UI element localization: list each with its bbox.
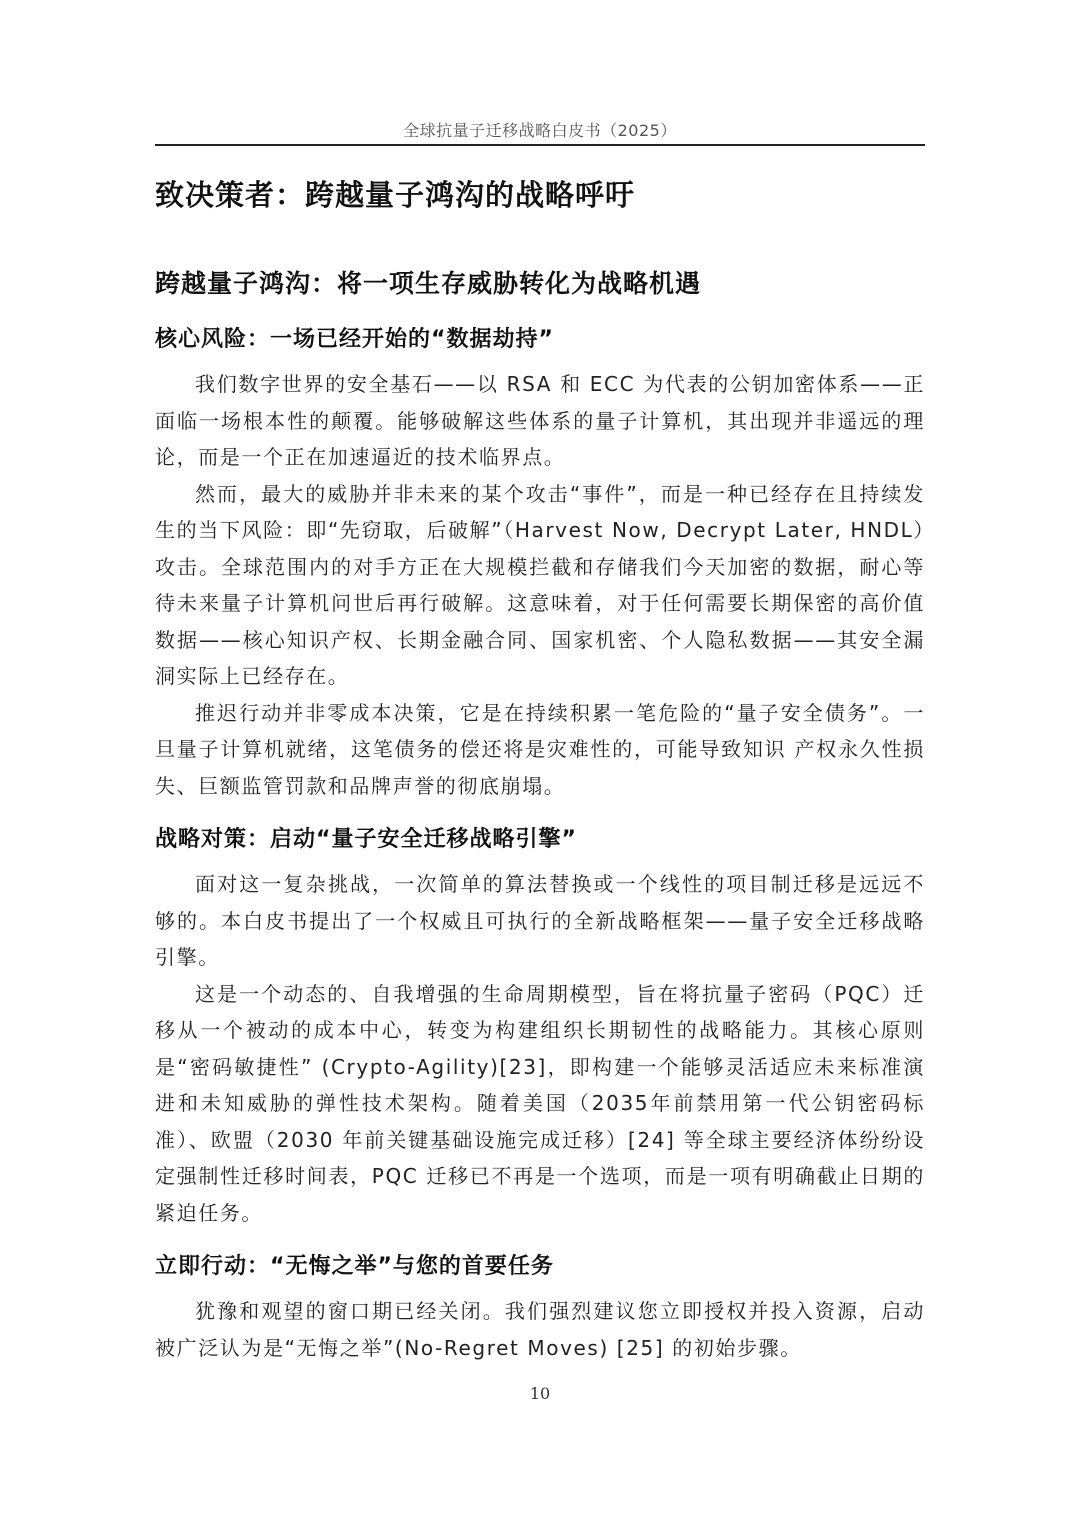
subsection-heading-core-risk: 核心风险：一场已经开始的“数据劫持”	[155, 327, 554, 352]
running-header: 全球抗量子迁移战略白皮书（2025）	[403, 121, 677, 140]
paragraph: 犹豫和观望的窗口期已经关闭。我们强烈建议您立即授权并投入资源，启动被广泛认为是“无悔之举”(No-Regret Moves) [25] 的初始步骤。	[155, 1299, 925, 1360]
page-title: 致决策者：跨越量子鸿沟的战略呼吁	[155, 178, 636, 212]
paragraph: 我们数字世界的安全基石——以 RSA 和 ECC 为代表的公钥加密体系——正面临一场根本性的颠覆。能够破解这些体系的量子计算机，其出现并非遥远的理论，而是一个正在加速逼近的技术临界点。	[155, 372, 925, 469]
subsection-heading-action: 立即行动：“无悔之举”与您的首要任务	[155, 1254, 554, 1279]
paragraph: 这是一个动态的、自我增强的生命周期模型，旨在将抗量子密码（PQC）迁移从一个被动的成本中心，转变为构建组织长期韧性的战略能力。其核心原则是“密码敏捷性” (Crypto-Agility)[23]，即构建一个能够灵活适应未来标准演进和未知威胁的弹性技术架构。随着美国（2035年前禁用第一代公钥密码标准）、欧盟（2030 年前关键基础设施完成迁移）[24] 等全球主要经济体纷纷设定强制性迁移时间表，PQC 迁移已不再是一个选项，而是一项有明确截止日期的紧迫任务。	[155, 981, 925, 1225]
paragraph: 推迟行动并非零成本决策，它是在持续积累一笔危险的“量子安全债务”。一旦量子计算机就绪，这笔债务的偿还将是灾难性的，可能导致知识 产权永久性损失、巨额监管罚款和品牌声誉的彻底崩塌。	[155, 700, 925, 798]
page-content	[155, 160, 925, 1366]
header-rule	[155, 144, 925, 146]
subsection-heading-strategy: 战略对策：启动“量子安全迁移战略引擎”	[155, 827, 577, 852]
page-number: 10	[529, 1384, 551, 1403]
paragraph: 面对这一复杂挑战，一次简单的算法替换或一个线性的项目制迁移是远远不够的。本白皮书提出了一个权威且可执行的全新战略框架——量子安全迁移战略引擎。	[155, 872, 925, 969]
section-title: 跨越量子鸿沟：将一项生存威胁转化为战略机遇	[155, 269, 702, 298]
paragraph: 然而，最大的威胁并非未来的某个攻击“事件”，而是一种已经存在且持续发生的当下风险：即“先窃取，后破解”（Harvest Now, Decrypt Later, HNDL）攻击。全球范围内的对手方正在大规模拦截和存储我们今天加密的数据，耐心等待未来量子计算机问世后再行破解。这意味着，对于任何需要长期保密的高价值数据——核心知识产权、长期金融合同、国家机密、个人隐私数据——其安全漏洞实际上已经存在。	[155, 481, 925, 688]
